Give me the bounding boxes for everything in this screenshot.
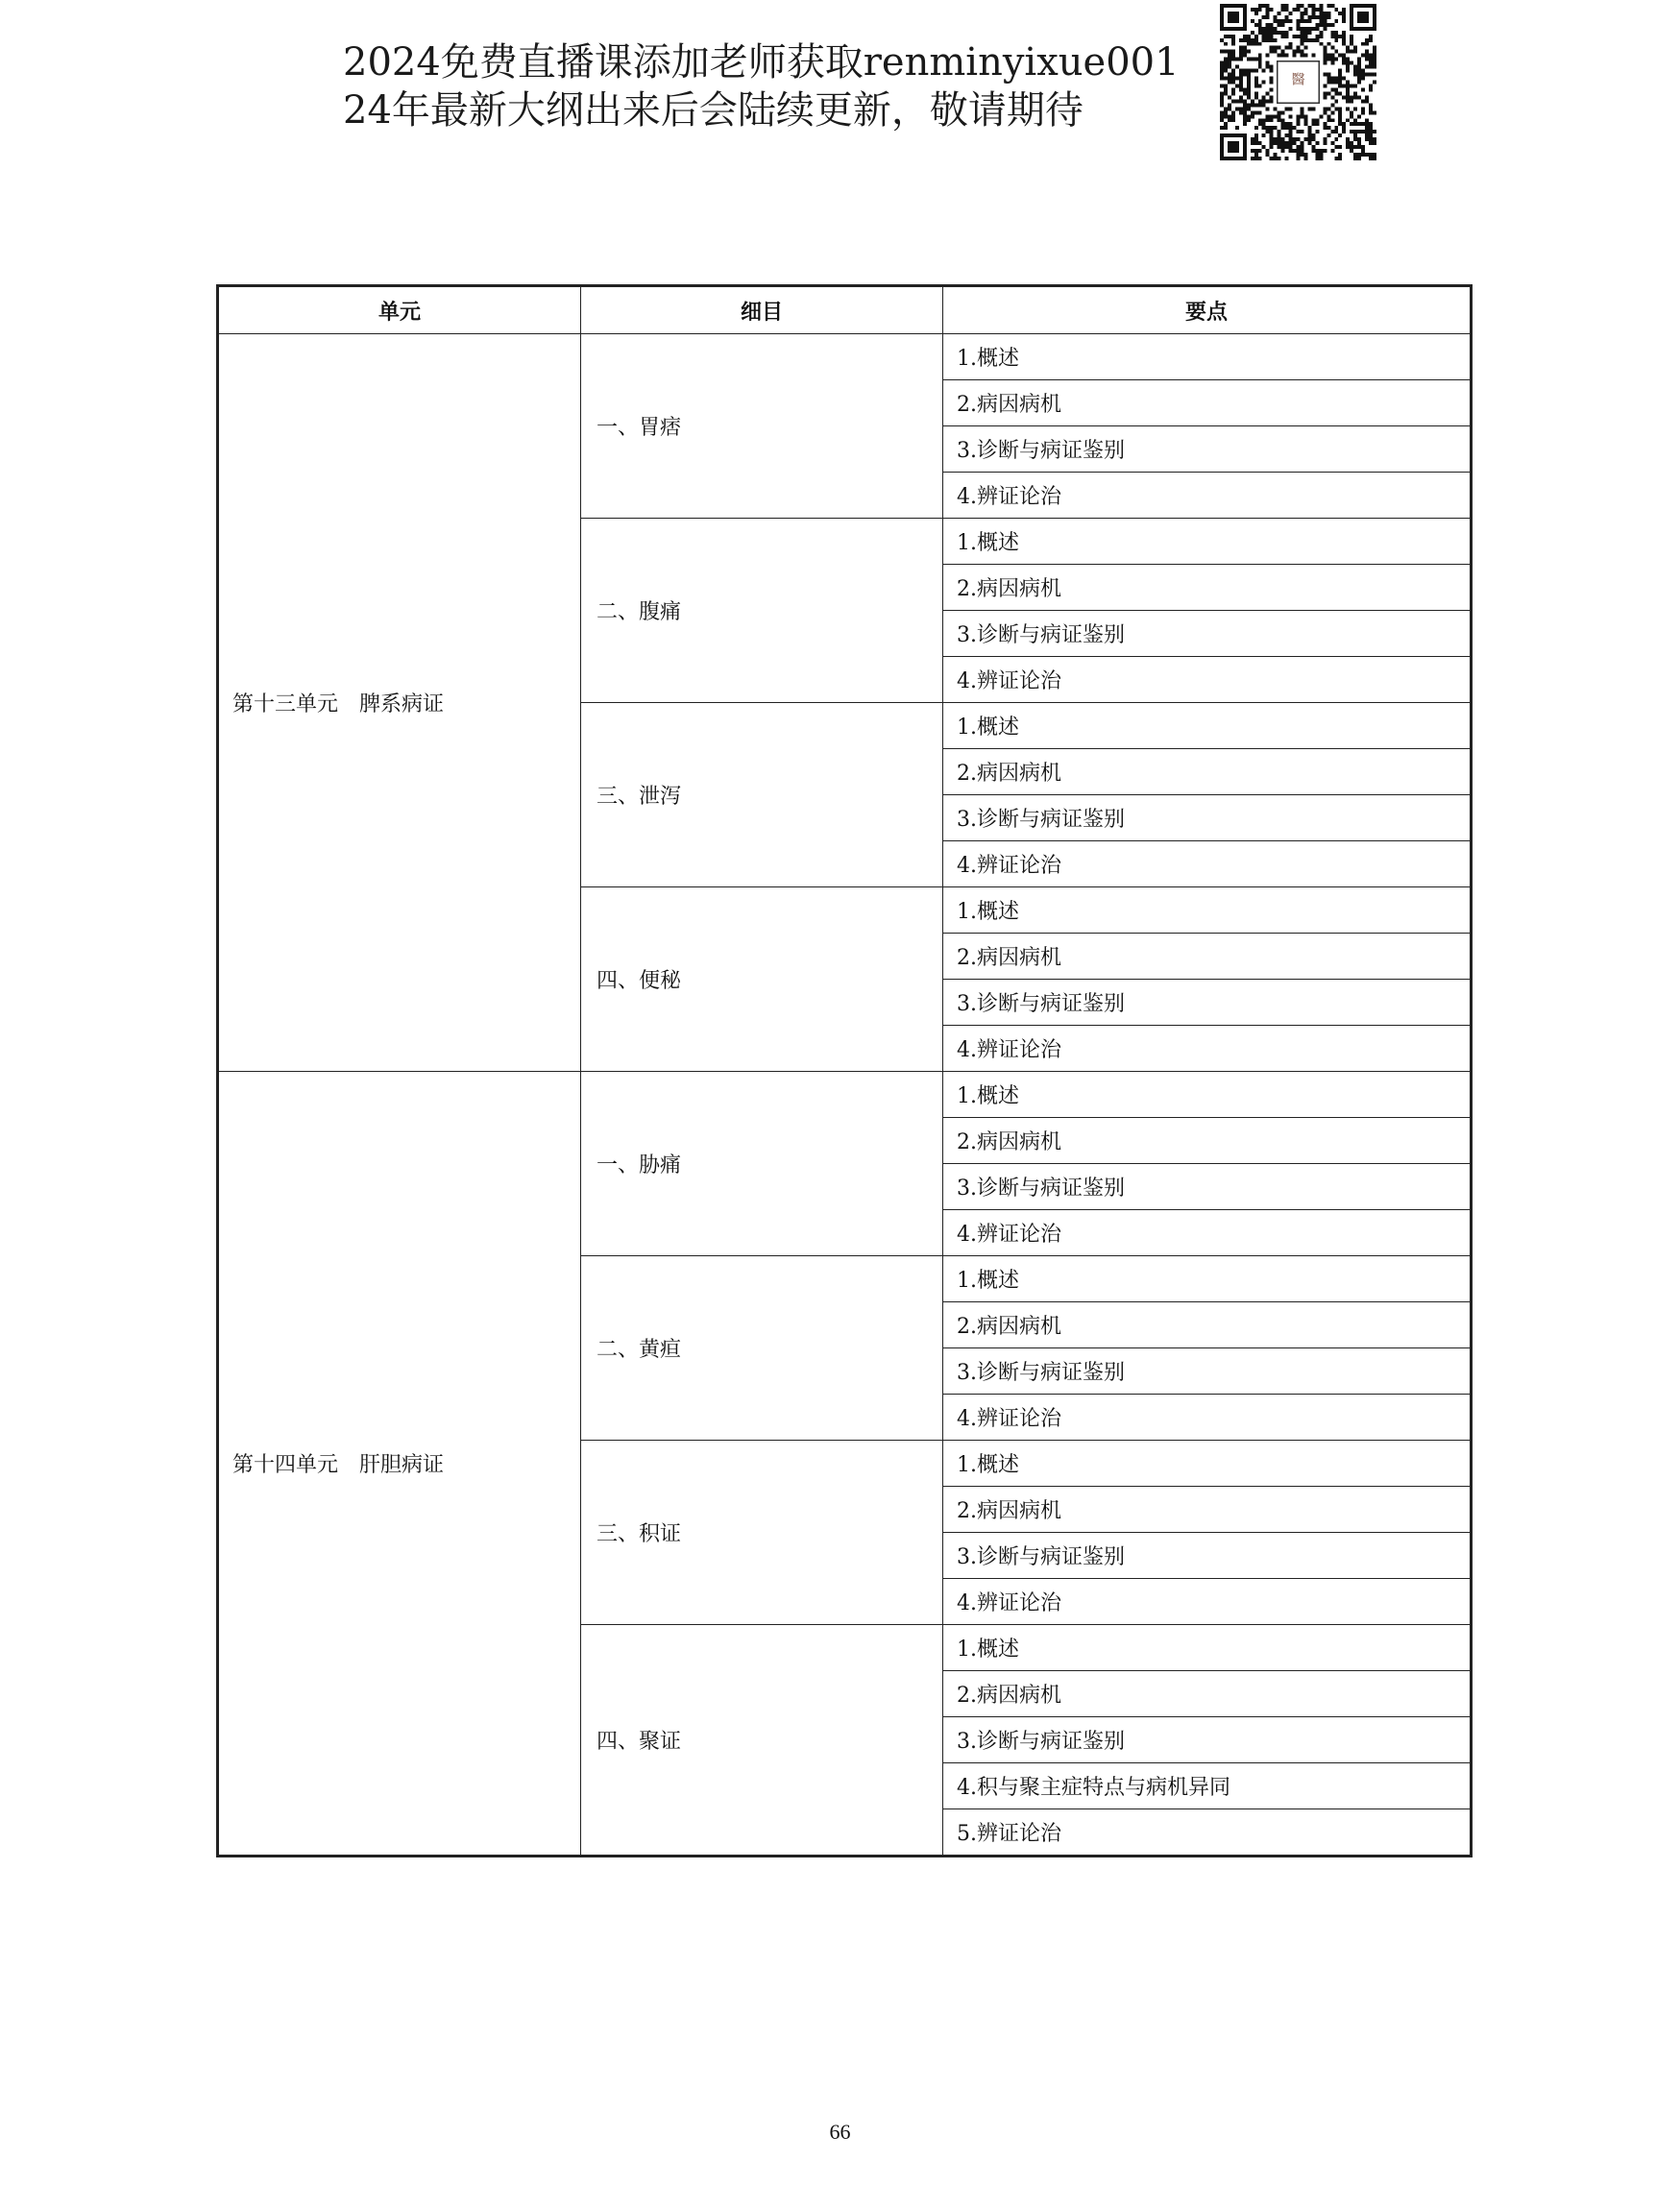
table-row	[218, 1072, 1472, 1118]
point-cell: 1.概述	[943, 1256, 1472, 1302]
point-cell: 3.诊断与病证鉴别	[943, 1717, 1472, 1763]
table-row	[218, 334, 1472, 380]
header-line-1: 2024免费直播课添加老师获取renminyixue001	[343, 40, 1180, 85]
point-cell: 4.辨证论治	[943, 1579, 1472, 1625]
point-cell: 1.概述	[943, 703, 1472, 749]
detail-cell: 一、胁痛	[581, 1072, 943, 1256]
header-points: 要点	[943, 286, 1472, 334]
detail-cell: 四、聚证	[581, 1625, 943, 1857]
detail-cell: 三、泄泻	[581, 703, 943, 887]
point-cell: 2.病因病机	[943, 934, 1472, 980]
point-cell: 1.概述	[943, 1072, 1472, 1118]
point-cell: 1.概述	[943, 1441, 1472, 1487]
point-cell: 3.诊断与病证鉴别	[943, 1533, 1472, 1579]
point-cell: 3.诊断与病证鉴别	[943, 426, 1472, 473]
table-header-row	[218, 286, 1472, 334]
point-cell: 3.诊断与病证鉴别	[943, 611, 1472, 657]
page-header	[343, 38, 1207, 134]
point-cell: 4.辨证论治	[943, 1210, 1472, 1256]
point-cell: 1.概述	[943, 334, 1472, 380]
point-cell: 4.辨证论治	[943, 473, 1472, 519]
page-number: 66	[829, 2120, 851, 2144]
point-cell: 4.积与聚主症特点与病机异同	[943, 1763, 1472, 1809]
point-cell: 1.概述	[943, 1625, 1472, 1671]
point-cell: 5.辨证论治	[943, 1809, 1472, 1857]
point-cell: 3.诊断与病证鉴别	[943, 795, 1472, 841]
point-cell: 4.辨证论治	[943, 1395, 1472, 1441]
detail-cell: 三、积证	[581, 1441, 943, 1625]
point-cell: 2.病因病机	[943, 1118, 1472, 1164]
point-cell: 2.病因病机	[943, 1671, 1472, 1717]
unit-cell: 第十三单元 脾系病证	[218, 334, 581, 1072]
header-line-2: 24年最新大纲出来后会陆续更新，敬请期待	[343, 88, 1083, 133]
detail-cell: 二、腹痛	[581, 519, 943, 703]
svg-text:醫: 醫	[1291, 72, 1305, 88]
point-cell: 2.病因病机	[943, 1302, 1472, 1348]
header-unit: 单元	[218, 286, 581, 334]
syllabus-table	[216, 284, 1473, 1857]
qr-code-icon	[1220, 4, 1376, 160]
point-cell: 3.诊断与病证鉴别	[943, 980, 1472, 1026]
point-cell: 2.病因病机	[943, 565, 1472, 611]
point-cell: 4.辨证论治	[943, 657, 1472, 703]
point-cell: 4.辨证论治	[943, 841, 1472, 887]
detail-cell: 二、黄疸	[581, 1256, 943, 1441]
detail-cell: 一、胃痞	[581, 334, 943, 519]
point-cell: 1.概述	[943, 519, 1472, 565]
point-cell: 2.病因病机	[943, 380, 1472, 426]
point-cell: 3.诊断与病证鉴别	[943, 1164, 1472, 1210]
unit-cell: 第十四单元 肝胆病证	[218, 1072, 581, 1857]
point-cell: 2.病因病机	[943, 749, 1472, 795]
detail-cell: 四、便秘	[581, 887, 943, 1072]
point-cell: 4.辨证论治	[943, 1026, 1472, 1072]
header-detail: 细目	[581, 286, 943, 334]
point-cell: 2.病因病机	[943, 1487, 1472, 1533]
point-cell: 1.概述	[943, 887, 1472, 934]
point-cell: 3.诊断与病证鉴别	[943, 1348, 1472, 1395]
